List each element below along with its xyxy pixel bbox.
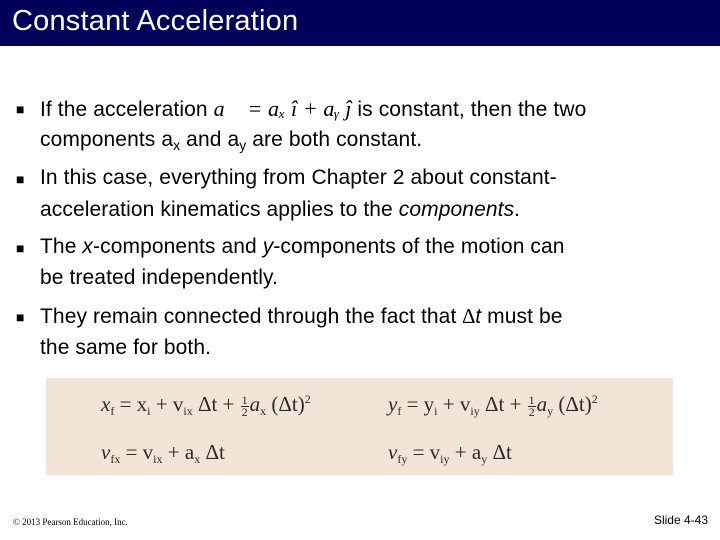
title-bar (0, 0, 720, 46)
bullet-1-line-1: If the acceleration a⃗ = aₓ î + aᵧ ĵ is constant, then the two (40, 96, 587, 121)
bullet-marker-icon: ■ (16, 101, 25, 117)
slide-number: Slide 4-43 (653, 513, 708, 527)
bullet-1-line-2: components $a_x$ and $a_y$ are both constant. (40, 128, 423, 153)
bullet-4-line-1: They remain connected through the fact that ∆t must be (40, 304, 563, 328)
equation-box (46, 378, 673, 475)
bullet-2-line-1: In this case, everything from Chapter 2 about constant- (40, 166, 557, 189)
acceleration-vector-formula: a⃗ = aₓ î + aᵧ ĵ (213, 96, 352, 121)
equation-xf: $x_f = x_i + v_{ix}$ Δt + $\frac{1}{2}$ $a_x$ $(\Delta t)^2$ (101, 392, 311, 419)
copyright-notice: © 2013 Pearson Education, Inc. (13, 517, 128, 527)
bullet-marker-icon: ■ (16, 240, 25, 256)
slide-title: Constant Acceleration (12, 5, 299, 37)
equation-vfy: $v_{fy} = v_{iy} + a_y$ Δt (388, 440, 512, 466)
bullet-3-line-1: The x-components and y-components of the motion can (40, 235, 565, 258)
bullet-marker-icon: ■ (16, 309, 25, 325)
bullet-4-line-2: the same for both. (40, 336, 212, 359)
equation-yf: $y_f = y_i + v_{iy}$ Δt + $\frac{1}{2}$ $a_y$ $(\Delta t)^2$ (388, 392, 598, 419)
equation-vfx: $v_{fx} = v_{ix} + a_x$ Δt (101, 440, 225, 466)
bullet-2-line-2: acceleration kinematics applies to the components. (40, 198, 521, 221)
fraction-one-half: $\frac{1}{2}$ (528, 392, 535, 419)
bullet-marker-icon: ■ (16, 171, 25, 187)
fraction-one-half: $\frac{1}{2}$ (241, 392, 248, 419)
bullet-3-line-2: be treated independently. (40, 266, 278, 289)
